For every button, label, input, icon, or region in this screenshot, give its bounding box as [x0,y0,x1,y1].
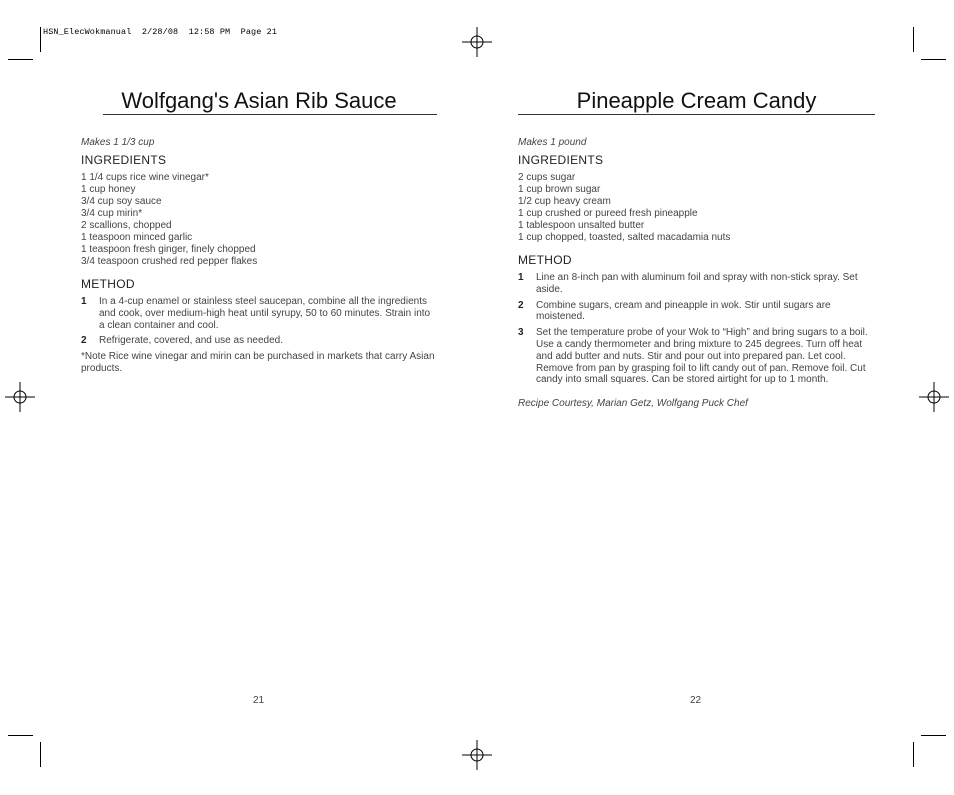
crop-mark [913,27,914,52]
title-underline [103,114,437,115]
step-number: 1 [518,272,524,283]
registration-mark-top [462,27,492,57]
ingredient-item: 1 1/4 cups rice wine vinegar* [81,172,209,183]
left-page [81,88,437,375]
ingredients-heading: INGREDIENTS [81,153,167,167]
ingredient-item: 1/2 cup heavy cream [518,196,611,207]
printer-slug: HSN_ElecWokmanual 2/28/08 12:58 PM Page 21 [43,27,278,37]
step-text: Refrigerate, covered, and use as needed. [99,335,284,347]
registration-mark-bottom [462,740,492,770]
step-text: Line an 8-inch pan with aluminum foil and spray with non-stick spray. Set aside. [536,272,858,295]
method-step [81,296,437,331]
recipe-yield: Makes 1 1/3 cup [81,137,155,148]
crop-mark [921,59,946,60]
step-number: 2 [518,299,524,311]
step-number: 1 [81,296,87,307]
page-number-left: 21 [253,695,265,706]
recipe-yield: Makes 1 pound [518,137,587,148]
step-number: 2 [81,335,87,347]
method-step [81,335,437,347]
recipe-credit: Recipe Courtesy, Marian Getz, Wolfgang Puck Chef [518,398,748,410]
method-step [518,327,875,386]
step-text: In a 4-cup enamel or stainless steel saucepan, combine all the ingredients and cook, over medium-high heat until syrupy, 50 to 60 minutes. Strain into a clean container and cool. [99,296,431,331]
ingredients-heading: INGREDIENTS [518,153,604,167]
ingredient-item: 1 cup honey [81,184,136,195]
ingredients-list [81,172,437,268]
method-steps [81,296,437,347]
ingredient-item: 1 tablespoon unsalted butter [518,220,645,231]
step-number: 3 [518,327,524,339]
ingredient-item: 3/4 cup soy sauce [81,196,162,207]
crop-mark [8,59,33,60]
step-text: Combine sugars, cream and pineapple in wok. Stir until sugars are moistened. [536,299,831,323]
right-page [518,88,875,409]
registration-mark-left [5,382,35,412]
method-step [518,300,875,324]
ingredients-list [518,172,875,244]
title-underline [518,114,875,115]
ingredient-item: 3/4 cup mirin* [81,208,143,219]
ingredient-item: 3/4 teaspoon crushed red pepper flakes [81,256,258,267]
recipe-title: Wolfgang's Asian Rib Sauce [121,88,397,113]
crop-mark [8,735,33,736]
ingredient-item: 1 teaspoon fresh ginger, finely chopped [81,244,256,255]
crop-mark [40,742,41,767]
ingredient-item: 1 cup chopped, toasted, salted macadamia nuts [518,232,731,243]
method-heading: METHOD [518,253,572,267]
ingredient-item: 2 cups sugar [518,172,576,183]
page-number-right: 22 [690,695,702,706]
method-steps [518,272,875,386]
ingredient-item: 1 cup brown sugar [518,184,601,195]
ingredient-item: 1 cup crushed or pureed fresh pineapple [518,208,698,219]
crop-mark [913,742,914,767]
ingredient-item: 2 scallions, chopped [81,220,172,231]
method-step [518,272,875,296]
step-text: Set the temperature probe of your Wok to “High” and bring sugars to a boil. Use a candy thermometer and bring mixture to 245 degrees. Turn off heat and add butter and nuts. Stir and pour out into prepared pan. Let cool. Remove from pan by grasping foil to lift candy out of pan. Remove foil. Cut candy into small squares. Can be stored airtight for up to 1 month. [536,327,868,386]
ingredient-item: 1 teaspoon minced garlic [81,232,193,243]
recipe-note: *Note Rice wine vinegar and mirin can be purchased in markets that carry Asian products. [81,351,435,375]
method-heading: METHOD [81,277,135,291]
registration-mark-right [919,382,949,412]
crop-mark [921,735,946,736]
crop-mark [40,27,41,52]
recipe-title: Pineapple Cream Candy [576,88,817,113]
